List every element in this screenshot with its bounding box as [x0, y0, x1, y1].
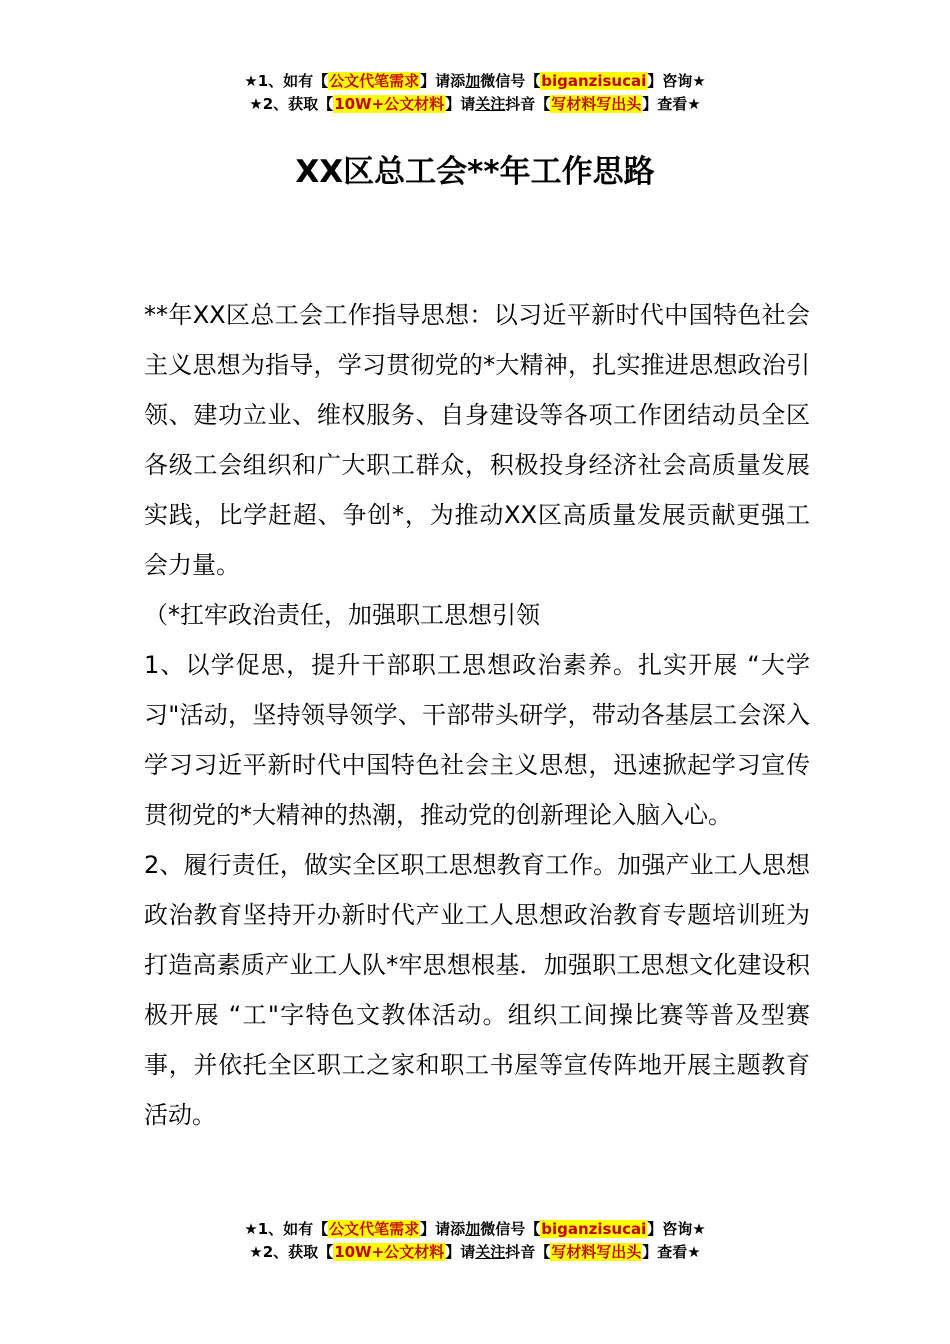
banner-text: 】咨询★ [647, 1220, 706, 1238]
footer-banner [0, 1218, 950, 1264]
banner-text: ★2、获取【 [249, 95, 334, 113]
banner-text: 微信号【 [480, 72, 541, 90]
banner-text: 抖音【 [505, 1243, 551, 1261]
banner-line-1 [0, 1218, 950, 1241]
banner-highlight: 10W+公文材料 [334, 1243, 445, 1261]
banner-text: 】查看★ [642, 1243, 701, 1261]
banner-text: 】请添 [420, 72, 466, 90]
banner-text: 】咨询★ [647, 72, 706, 90]
banner-text: 】请 [445, 95, 476, 113]
banner-underlined-text: 关注 [475, 95, 506, 113]
banner-highlight: 10W+公文材料 [334, 95, 445, 113]
banner-line-1 [0, 70, 950, 93]
banner-highlight: 公文代笔需求 [329, 72, 420, 90]
header-banner [0, 70, 950, 116]
document-title: XX区总工会**年工作思路 [295, 154, 655, 190]
banner-text: 】查看★ [642, 95, 701, 113]
paragraph-item-1: 1、以学促思，提升干部职工思想政治素养。扎实开展 “大学习"活动，坚持领导领学、干部带头研学，带动各基层工会深入学习习近平新时代中国特色社会主义思想，迅速掀起学习宣传贯彻党的*大精神的热潮，推动党的创新理论入脑入心。 [144, 651, 810, 829]
banner-text: 微信号【 [480, 1220, 541, 1238]
banner-underlined-text: 关注 [475, 1243, 506, 1261]
banner-highlight: biganzisucai [541, 72, 647, 90]
banner-text: 抖音【 [505, 95, 551, 113]
banner-highlight: 写材料写出头 [551, 1243, 642, 1261]
paragraph-item-2: 2、履行责任，做实全区职工思想教育工作。加强产业工人思想政治教育坚持开办新时代产业工人思想政治教育专题培训班为打造高素质产业工人队*牢思想根基．加强职工思想文化建设积极开展 “工"字特色文教体活动。组织工间操比赛等普及型赛事，并依托全区职工之家和职工书屋等宣传阵地开展主题教育活动。 [144, 851, 810, 1129]
banner-text: ★1、如有【 [244, 72, 329, 90]
banner-text: 】请 [445, 1243, 476, 1261]
banner-text: 】请添 [420, 1220, 466, 1238]
banner-underlined-text: 加 [465, 1220, 481, 1238]
banner-highlight: biganzisucai [541, 1220, 647, 1238]
banner-highlight: 写材料写出头 [551, 95, 642, 113]
banner-line-2 [0, 93, 950, 116]
banner-text: ★2、获取【 [249, 1243, 334, 1261]
paragraph-guiding-thought: **年XX区总工会工作指导思想：以习近平新时代中国特色社会主义思想为指导，学习贯彻党的*大精神，扎实推进思想政治引领、建功立业、维权服务、自身建设等各项工作团结动员全区各级工会组织和广大职工群众，积极投身经济社会高质量发展实践，比学赶超、争创*，为推动XX区高质量发展贡献更强工会力量。 [144, 301, 810, 579]
section-heading: （*扛牢政治责任，加强职工思想引领 [144, 601, 540, 629]
banner-highlight: 公文代笔需求 [329, 1220, 420, 1238]
document-body [144, 290, 810, 1140]
banner-line-2 [0, 1241, 950, 1264]
banner-text: ★1、如有【 [244, 1220, 329, 1238]
banner-underlined-text: 加 [465, 72, 481, 90]
